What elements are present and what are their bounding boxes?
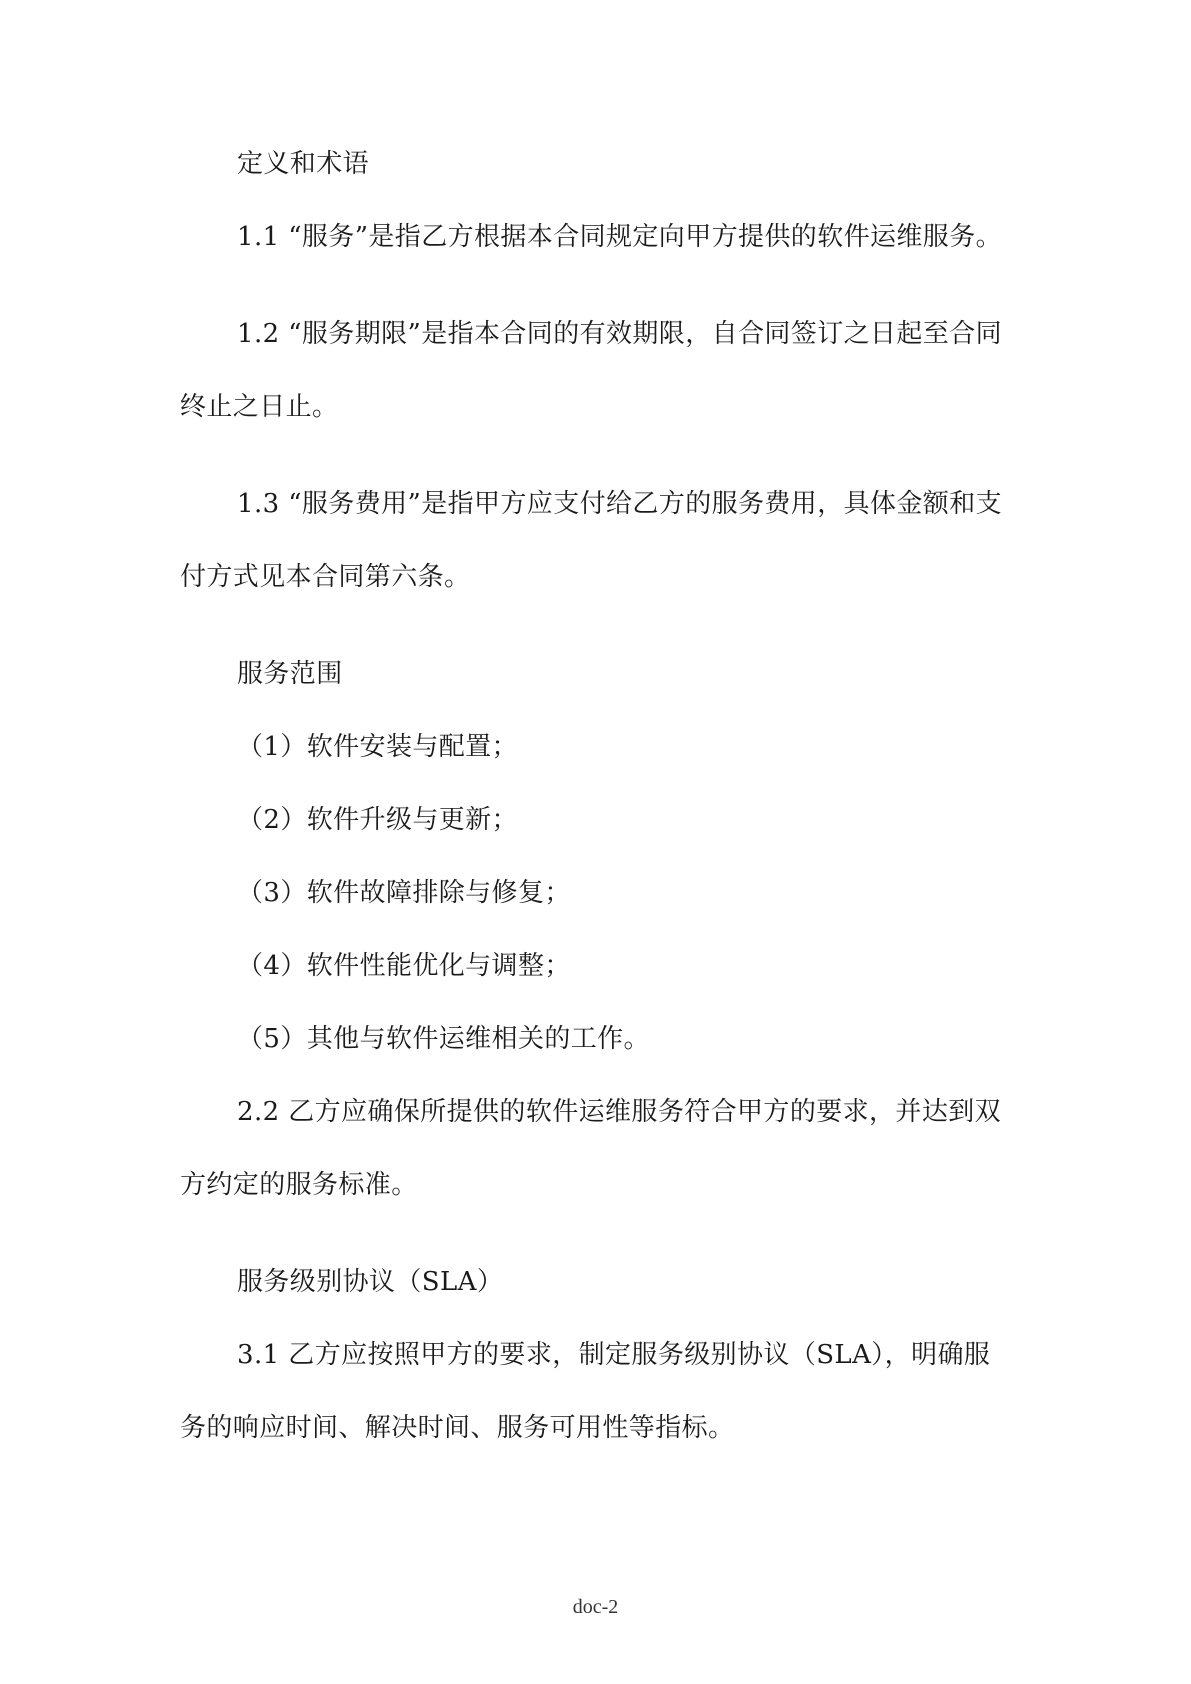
document-body [180, 128, 1010, 1489]
clause-2-2: 2.2 乙方应确保所提供的软件运维服务符合甲方的要求，并达到双方约定的服务标准。 [180, 1097, 1002, 1200]
clause-1-2: 1.2 “服务期限”是指本合同的有效期限，自合同签订之日起至合同终止之日止。 [180, 319, 1002, 422]
clause-1-3: 1.3 “服务费用”是指甲方应支付给乙方的服务费用，具体金额和支付方式见本合同第六条。 [180, 489, 1002, 592]
clause-1-1: 1.1 “服务”是指乙方根据本合同规定向甲方提供的软件运维服务。 [237, 222, 1002, 252]
page-footer: doc-2 [572, 1596, 619, 1618]
section-heading-sla: 服务级别协议（SLA） [237, 1267, 504, 1297]
scope-item-1: （1）软件安装与配置； [237, 732, 518, 762]
section-heading-definitions: 定义和术语 [237, 149, 370, 179]
section-heading-scope: 服务范围 [237, 659, 343, 689]
scope-item-4: （4）软件性能优化与调整； [237, 951, 571, 981]
scope-item-5: （5）其他与软件运维相关的工作。 [237, 1024, 650, 1054]
scope-item-3: （3）软件故障排除与修复； [237, 878, 571, 908]
scope-item-2: （2）软件升级与更新； [237, 805, 518, 835]
clause-3-1: 3.1 乙方应按照甲方的要求，制定服务级别协议（SLA），明确服务的响应时间、解决时间、服务可用性等指标。 [180, 1340, 991, 1443]
